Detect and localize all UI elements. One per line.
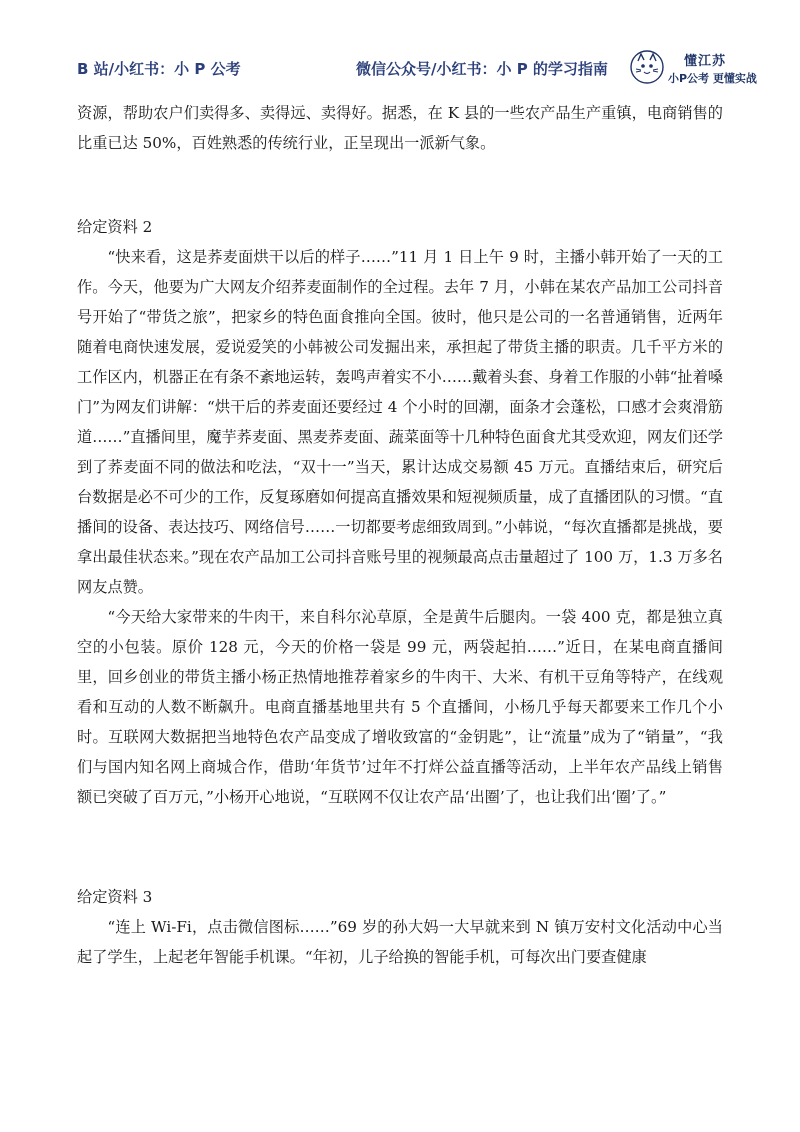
intro-paragraph: 资源，帮助农户们卖得多、卖得远、卖得好。据悉，在 K 县的一些农产品生产重镇，电商销售的比重已达 50%，百姓熟悉的传统行业，正呈现出一派新气象。 <box>77 104 723 152</box>
section-3-paragraph-1: “连上 Wi-Fi，点击微信图标……”69 岁的孙大妈一大早就来到 N 镇万安村文化活动中心当起了学生，上起老年智能手机课。“年初，儿子给换的智能手机，可每次出门要查健康 <box>77 918 723 966</box>
header-right-text: 微信公众号/小红书：小 P 的学习指南 <box>356 60 608 78</box>
header-left-text: B 站/小红书：小 P 公考 <box>77 60 241 78</box>
brand-logo <box>628 48 757 88</box>
document-body <box>77 98 723 972</box>
logo-line1: 懂江苏 <box>684 54 727 69</box>
logo-line2: 小P公考 更懂实战 <box>668 72 757 85</box>
kitten-mascot-icon <box>628 48 666 86</box>
page-header <box>0 0 800 95</box>
section-3-title: 给定资料 3 <box>77 888 153 906</box>
section-2-paragraph-1: “快来看，这是荞麦面烘干以后的样子……”11 月 1 日上午 9 时，主播小韩开始了一天的工作。今天，他要为广大网友介绍荞麦面制作的全过程。去年 7 月，小韩在某农产品加工公司抖音号开始了“带货之旅”，把家乡的特色面食推向全国。彼时，他只是公司的一名普通销售，近两年随着电商快速发展，爱说爱笑的小韩被公司发掘出来，承担起了带货主播的职责。几千平方米的工作区内，机器正在有条不紊地运转，轰鸣声着实不小……戴着头套、身着工作服的小韩“扯着嗓门”为网友们讲解：“烘干后的荞麦面还要经过 4 个小时的回潮，面条才会蓬松，口感才会爽滑筋道……”直播间里，魔芋荞麦面、黑麦荞麦面、蔬菜面等十几种特色面食尤其受欢迎，网友们还学到了荞麦面不同的做法和吃法，“双十一”当天，累计达成交易额 45 万元。直播结束后，研究后台数据是必不可少的工作，反复琢磨如何提高直播效果和短视频质量，成了直播团队的习惯。“直播间的设备、表达技巧、网络信号……一切都要考虑细致周到。”小韩说，“每次直播都是挑战，要拿出最佳状态来。”现在农产品加工公司抖音账号里的视频最高点击量超过了 100 万，1.3 万多名网友点赞。 <box>77 248 723 596</box>
section-2-title: 给定资料 2 <box>77 218 153 236</box>
section-2-paragraph-2: “今天给大家带来的牛肉干，来自科尔沁草原，全是黄牛后腿肉。一袋 400 克，都是独立真空的小包装。原价 128 元，今天的价格一袋是 99 元，两袋起拍……”近日，在某电商直播间里，回乡创业的带货主播小杨正热情地推荐着家乡的牛肉干、大米、有机干豆角等特产，在线观看和互动的人数不断飙升。电商直播基地里共有 5 个直播间，小杨几乎每天都要来工作几个小时。互联网大数据把当地特色农产品变成了增收致富的“金钥匙”，让“流量”成为了“销量”，“我们与国内知名网上商城合作，借助‘年货节’过年不打烊公益直播等活动，上半年农产品线上销售额已突破了百万元，”小杨开心地说，“互联网不仅让农产品‘出圈’了，也让我们出‘圈’了。” <box>77 608 723 806</box>
